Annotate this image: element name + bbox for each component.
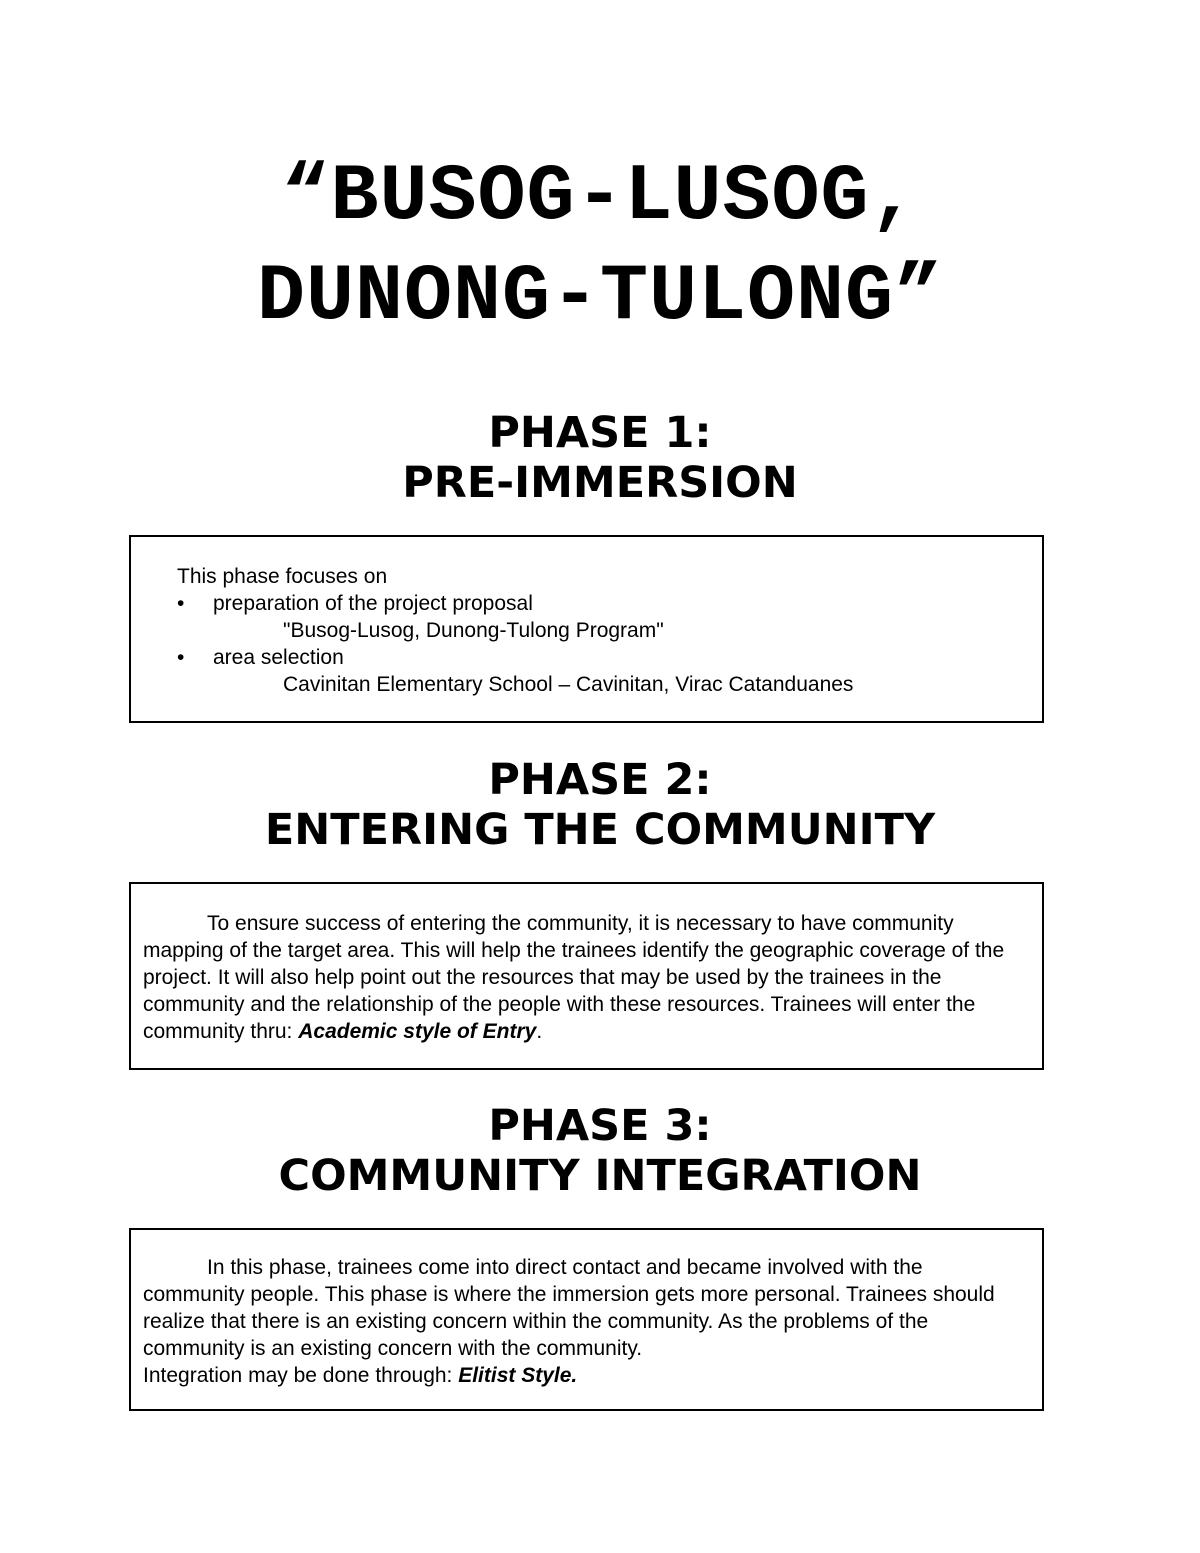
phase-1-intro: This phase focuses on	[177, 565, 388, 588]
phase-3-emphasis: Elitist Style.	[458, 1364, 578, 1387]
phase-3-number: PHASE 3:	[488, 1101, 712, 1151]
phase-1-number: PHASE 1:	[488, 408, 712, 458]
phase-2-emphasis: Academic style of Entry	[298, 1020, 537, 1043]
phase-1-item-1	[177, 590, 1022, 617]
phase-3-body: In this phase, trainees come into direct contact and became involved with the community people. This phase is where the immersion gets more personal. Trainees should realize that there is an existing concern within the community. As the problems of the community is an existing concern with the community.	[143, 1256, 995, 1360]
phase-1-name: PRE-IMMERSION	[402, 458, 798, 508]
phase-1-box	[129, 535, 1044, 723]
title-line-2: DUNONG-TULONG”	[256, 252, 944, 343]
phase-1-item-2-label: area selection	[213, 646, 344, 669]
phase-3-heading	[0, 1101, 1200, 1201]
phase-3-line2-prefix: Integration may be done through:	[143, 1364, 459, 1387]
phase-2-heading	[0, 755, 1200, 855]
phase-2-body: To ensure success of entering the community, it is necessary to have community mapping of the target area. This will help the trainees identify the geographic coverage of the project. It will also help point out the resources that may be used by the trainees in the community and the relationship of the people with these resources. Trainees will enter the community thru:	[143, 912, 1005, 1043]
phase-2-number: PHASE 2:	[488, 755, 712, 805]
phase-1-item-2-detail: Cavinitan Elementary School – Cavinitan, Virac Catanduanes	[283, 673, 854, 696]
phase-2-paragraph	[143, 910, 1022, 1045]
phase-3-integration-line	[143, 1362, 1026, 1389]
phase-1-item-2	[177, 644, 1022, 671]
phase-1-item-1-label: preparation of the project proposal	[213, 592, 533, 615]
phase-1-heading	[0, 408, 1200, 508]
phase-1-item-1-detail: "Busog-Lusog, Dunong-Tulong Program"	[283, 619, 664, 642]
phase-3-name: COMMUNITY INTEGRATION	[278, 1151, 922, 1201]
phase-3-box	[129, 1228, 1044, 1411]
bullet-icon: •	[177, 592, 185, 615]
bullet-icon: •	[177, 646, 185, 669]
document-title	[0, 148, 1200, 348]
title-line-1: “BUSOG-LUSOG,	[281, 152, 919, 243]
phase-2-end: .	[536, 1020, 543, 1043]
phase-2-name: ENTERING THE COMMUNITY	[264, 805, 936, 855]
phase-2-box	[129, 882, 1044, 1070]
